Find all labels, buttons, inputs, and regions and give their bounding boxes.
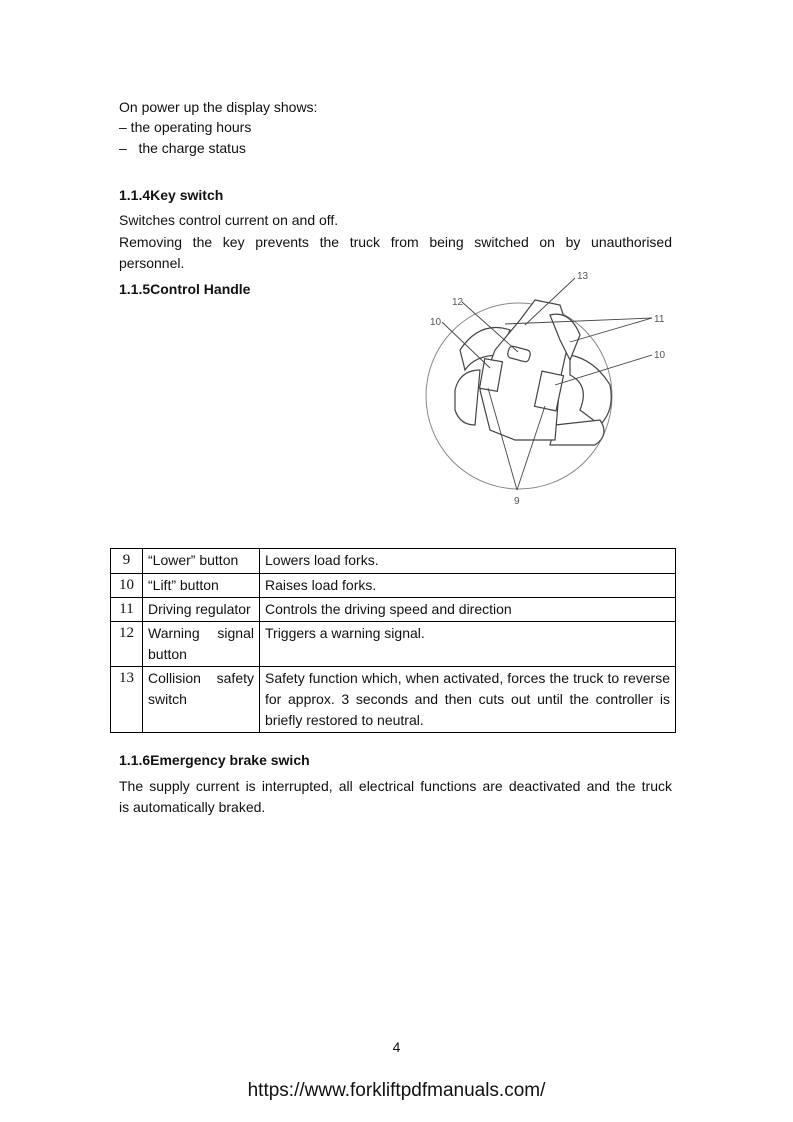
- row-name: “Lower” button: [143, 549, 260, 574]
- intro-text: On power up the display shows:: [119, 99, 318, 115]
- table-row: [111, 667, 676, 733]
- footer-url[interactable]: https://www.forkliftpdfmanuals.com/: [247, 1080, 546, 1101]
- row-description: Controls the driving speed and direction: [260, 598, 676, 622]
- row-name: Collision safety switch: [143, 667, 260, 733]
- row-description: Triggers a warning signal.: [260, 622, 676, 667]
- row-number: 11: [111, 598, 143, 622]
- key-switch-text-1: Switches control current on and off.: [119, 212, 339, 228]
- heading-emergency-brake: 1.1.6Emergency brake swich: [119, 752, 310, 768]
- emergency-text-2: is automatically braked.: [119, 799, 266, 815]
- table-row: [111, 549, 676, 574]
- control-handle-figure: [420, 260, 680, 510]
- row-description: Safety function which, when activated, forces the truck to reverse for approx. 3 seconds and then cuts out until the controller is briefly restored to neutral.: [260, 667, 676, 733]
- row-name: Warning signal button: [143, 622, 260, 667]
- bullet-operating-hours: – the operating hours: [119, 119, 252, 135]
- row-name: Driving regulator: [143, 598, 260, 622]
- bullet-charge-status: – the charge status: [119, 140, 246, 156]
- figure-label-10-left: 10: [430, 317, 442, 328]
- emergency-text-1: The supply current is interrupted, all electrical functions are deactivated and the truck: [119, 778, 672, 794]
- table-row: [111, 598, 676, 622]
- key-switch-text-3: personnel.: [119, 255, 185, 271]
- row-number: 10: [111, 574, 143, 598]
- figure-label-11: 11: [654, 314, 665, 325]
- table-row: [111, 622, 676, 667]
- row-number: 13: [111, 667, 143, 733]
- heading-control-handle: 1.1.5Control Handle: [119, 281, 251, 297]
- row-description: Raises load forks.: [260, 574, 676, 598]
- figure-label-9: 9: [514, 496, 520, 507]
- row-description: Lowers load forks.: [260, 549, 676, 574]
- table-row: [111, 574, 676, 598]
- key-switch-text-2: Removing the key prevents the truck from being switched on by unauthorised: [119, 234, 672, 250]
- row-number: 12: [111, 622, 143, 667]
- row-number: 9: [111, 549, 143, 574]
- control-handle-table: [110, 548, 676, 733]
- row-name: “Lift” button: [143, 574, 260, 598]
- figure-label-13: 13: [577, 271, 589, 282]
- figure-label-12: 12: [452, 297, 464, 308]
- page-number: 4: [392, 1039, 401, 1055]
- heading-key-switch: 1.1.4Key switch: [119, 187, 224, 203]
- figure-label-10-right: 10: [654, 350, 666, 361]
- handle-drawing: [455, 300, 611, 445]
